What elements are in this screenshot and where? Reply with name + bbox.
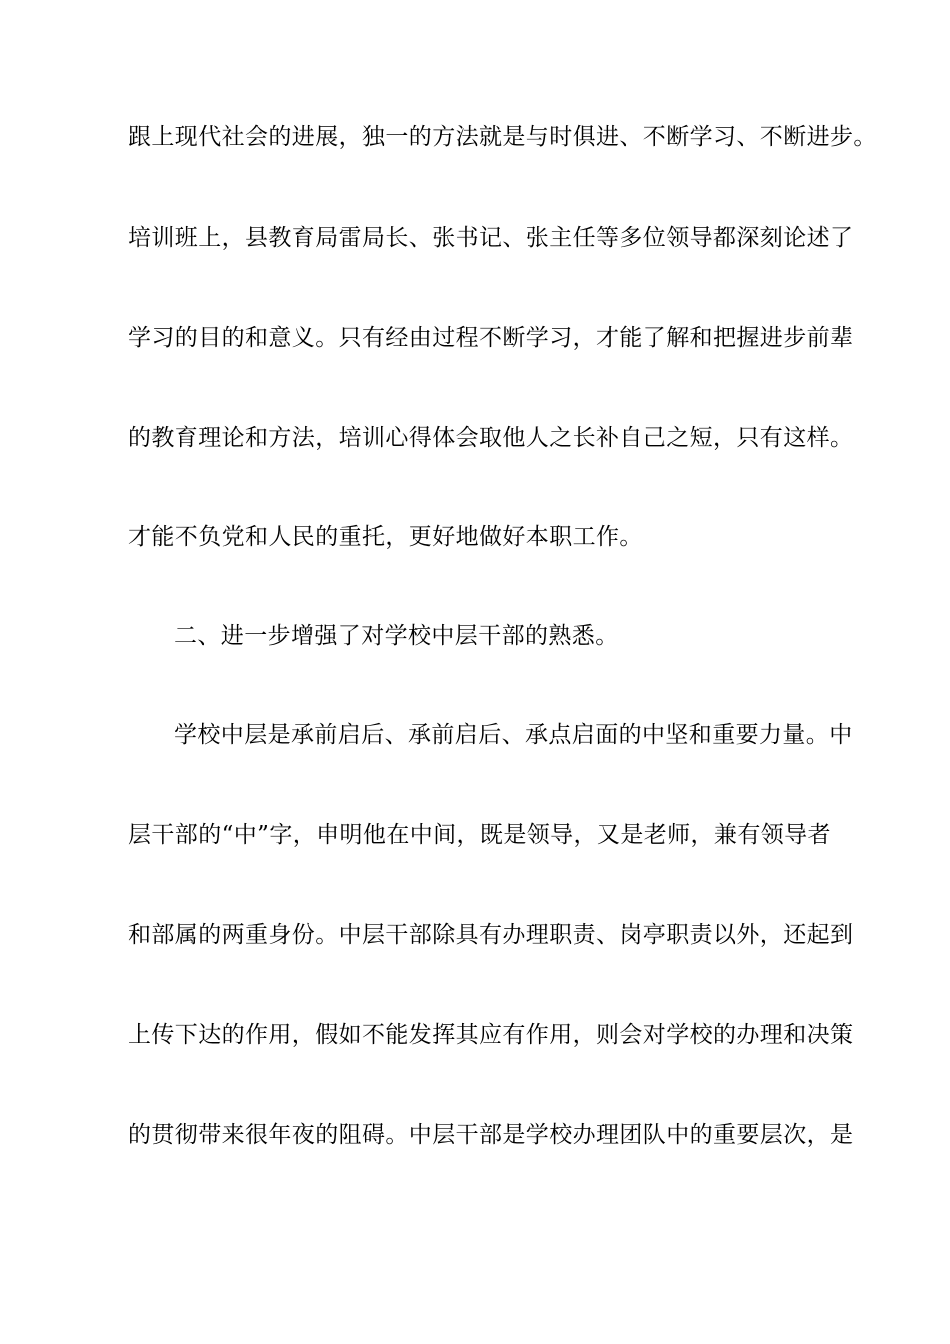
paragraph-line-3: 学习的目的和意义。只有经由过程不断学习，才能了解和把握进步前辈	[128, 325, 854, 351]
paragraph-line-5: 才能不负党和人民的重托，更好地做好本职工作。	[128, 524, 643, 550]
paragraph-line-4: 的教育理论和方法，培训心得体会取他人之长补自己之短，只有这样。	[128, 425, 854, 451]
paragraph-line-11: 的贯彻带来很年夜的阻碍。中层干部是学校办理团队中的重要层次，是	[128, 1122, 854, 1148]
paragraph-line-8: 层干部的“中”字，申明他在中间，既是领导，又是老师，兼有领导者	[128, 822, 831, 848]
paragraph-line-7: 学校中层是承前启后、承前启后、承点启面的中坚和重要力量。中	[174, 722, 853, 748]
paragraph-line-9: 和部属的两重身份。中层干部除具有办理职责、岗亭职责以外，还起到	[128, 922, 854, 948]
paragraph-line-10: 上传下达的作用，假如不能发挥其应有作用，则会对学校的办理和决策	[128, 1022, 854, 1048]
section-heading: 二、进一步增强了对学校中层干部的熟悉。	[174, 623, 619, 649]
paragraph-line-1: 跟上现代社会的进展，独一的方法就是与时俱进、不断学习、不断进步。	[128, 124, 877, 150]
paragraph-line-2: 培训班上，县教育局雷局长、张书记、张主任等多位领导都深刻论述了	[128, 225, 854, 251]
